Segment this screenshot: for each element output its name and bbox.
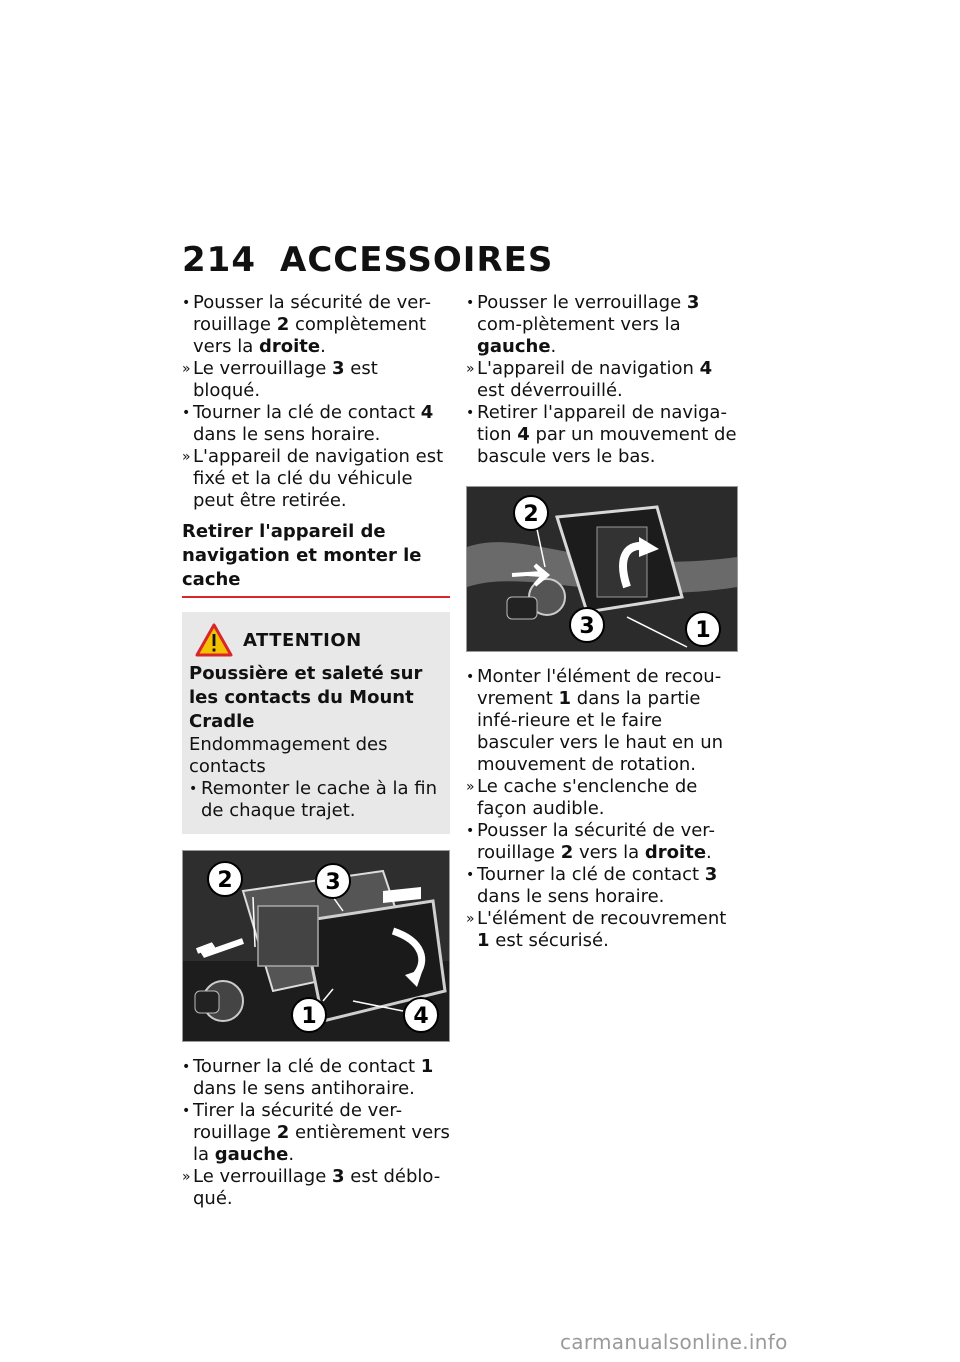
- callout-badge: [570, 608, 604, 642]
- bullet-marker: •: [466, 823, 475, 839]
- step-text: entièrement vers la: [193, 1122, 450, 1165]
- result-step: [466, 908, 738, 952]
- result-marker: »: [466, 779, 475, 795]
- step-text: Pousser la sécurité de ver-rouillage: [193, 292, 432, 335]
- left-column: [182, 292, 450, 1210]
- step-list: [466, 666, 738, 952]
- step-emphasis: 4: [420, 402, 434, 423]
- bullet-marker: •: [466, 669, 475, 685]
- step-emphasis: gauche: [214, 1144, 289, 1165]
- step-list: [182, 1056, 450, 1210]
- action-step: [466, 402, 738, 468]
- callout-number: 2: [523, 502, 539, 527]
- step-text: par un mouvement de bascule vers le bas.: [477, 424, 737, 467]
- callout-number: 4: [413, 1004, 429, 1029]
- attention-box: [182, 612, 450, 834]
- step-text: .: [320, 336, 326, 357]
- bullet-marker: •: [466, 295, 475, 311]
- action-step: [466, 820, 738, 864]
- action-step: [182, 292, 450, 358]
- step-text: Le verrouillage: [193, 358, 332, 379]
- result-marker: »: [182, 361, 191, 377]
- step-text: Tourner la clé de contact: [477, 864, 705, 885]
- cover-rotation-illustration: [467, 487, 737, 651]
- result-marker: »: [182, 449, 191, 465]
- action-step: [466, 864, 738, 908]
- step-text: Tirer la sécurité de ver-rouillage: [193, 1100, 403, 1143]
- step-text: Tourner la clé de contact: [193, 1056, 421, 1077]
- attention-remedy: • Remonter le cache à la fin de chaque trajet.: [189, 778, 438, 821]
- attention-label: ATTENTION: [243, 629, 362, 651]
- result-step: [466, 776, 738, 820]
- step-emphasis: 1: [477, 930, 490, 951]
- step-emphasis: droite: [258, 336, 321, 357]
- action-step: [466, 666, 738, 776]
- step-text: L'élément de recouvrement: [477, 908, 727, 929]
- result-step: [182, 1166, 450, 1210]
- attention-hazard: Poussière et saleté sur les contacts du Mount Cradle: [189, 663, 423, 732]
- callout-badge: [686, 612, 720, 646]
- callout-number: 2: [217, 868, 233, 893]
- action-step: [182, 402, 450, 446]
- figure-install-cover: [466, 486, 738, 652]
- step-emphasis: 4: [699, 358, 713, 379]
- bullet-marker: •: [189, 781, 198, 797]
- bullet-marker: •: [182, 1059, 191, 1075]
- step-emphasis: 2: [560, 842, 574, 863]
- bullet-marker: •: [466, 405, 475, 421]
- step-text: .: [706, 842, 712, 863]
- step-text: L'appareil de navigation est fixé et la clé du véhicule peut être retirée.: [193, 446, 444, 511]
- step-text: Pousser la sécurité de ver-rouillage: [477, 820, 716, 863]
- page-number: 214: [182, 240, 256, 280]
- step-emphasis: 3: [704, 864, 718, 885]
- step-text: Pousser le verrouillage: [477, 292, 687, 313]
- step-text: est sécurisé.: [489, 930, 609, 951]
- result-step: [466, 358, 738, 402]
- result-marker: »: [466, 911, 475, 927]
- step-list: [466, 292, 738, 468]
- bullet-marker: •: [466, 867, 475, 883]
- step-text: dans le sens antihoraire.: [193, 1078, 415, 1099]
- callout-number: 1: [301, 1004, 317, 1029]
- step-text: Le verrouillage: [193, 1166, 332, 1187]
- step-text: dans le sens horaire.: [477, 886, 665, 907]
- step-emphasis: 3: [332, 1166, 345, 1187]
- step-emphasis: 1: [420, 1056, 434, 1077]
- bullet-marker: •: [182, 405, 191, 421]
- callout-badge: [316, 864, 350, 898]
- action-step: [182, 1100, 450, 1166]
- step-text: Le cache s'enclenche de façon audible.: [477, 776, 698, 819]
- step-text: Monter l'élément de recou-vrement: [477, 666, 722, 709]
- result-step: [182, 446, 450, 512]
- step-text: Tourner la clé de contact: [193, 402, 421, 423]
- bullet-marker: •: [182, 295, 191, 311]
- callout-badge: [208, 862, 242, 896]
- action-step: [466, 292, 738, 358]
- attention-header: [195, 622, 443, 658]
- step-emphasis: 2: [276, 1122, 290, 1143]
- step-text: est bloqué.: [193, 358, 378, 401]
- callout-badge: [404, 998, 438, 1032]
- callout-badge: [514, 496, 548, 530]
- attention-consequence: Endommagement des contacts: [189, 734, 388, 777]
- step-text: com-plètement vers la: [477, 314, 681, 335]
- result-marker: »: [466, 361, 475, 377]
- step-text: .: [288, 1144, 295, 1165]
- step-text: est déverrouillé.: [477, 380, 623, 401]
- warning-triangle-icon: [195, 623, 233, 657]
- step-text: est déblo-qué.: [193, 1166, 441, 1209]
- step-emphasis: droite: [644, 842, 707, 863]
- callout-badge: [292, 998, 326, 1032]
- step-text: vers la: [573, 842, 645, 863]
- bullet-marker: •: [182, 1103, 191, 1119]
- page-header: [182, 240, 553, 280]
- section-title: Retirer l'appareil de navigation et monter le cache: [182, 520, 450, 598]
- step-emphasis: gauche: [477, 336, 551, 357]
- callout-number: 3: [325, 870, 341, 895]
- step-emphasis: 4: [517, 424, 530, 445]
- step-text: dans la partie infé-rieure et le faire basculer vers le haut en un mouvement de rotation.: [477, 688, 724, 775]
- watermark: carmanualsonline.info: [560, 1330, 788, 1354]
- step-text: Retirer l'appareil de naviga-tion: [477, 402, 727, 445]
- navigation-mount-illustration: [183, 851, 449, 1041]
- step-emphasis: 3: [686, 292, 700, 313]
- step-emphasis: 1: [558, 688, 572, 709]
- action-step: [182, 1056, 450, 1100]
- step-text: L'appareil de navigation: [477, 358, 700, 379]
- step-emphasis: 3: [332, 358, 345, 379]
- chapter-title: ACCESSOIRES: [280, 240, 554, 280]
- step-text: .: [550, 336, 557, 357]
- result-marker: »: [182, 1169, 191, 1185]
- callout-number: 3: [579, 614, 595, 639]
- figure-remove-navigation: [182, 850, 450, 1042]
- right-column: [466, 292, 738, 952]
- step-list: [182, 292, 450, 512]
- step-text: complètement vers la: [193, 314, 427, 357]
- step-emphasis: 2: [276, 314, 290, 335]
- result-step: [182, 358, 450, 402]
- step-text: dans le sens horaire.: [193, 424, 381, 445]
- callout-number: 1: [695, 618, 711, 643]
